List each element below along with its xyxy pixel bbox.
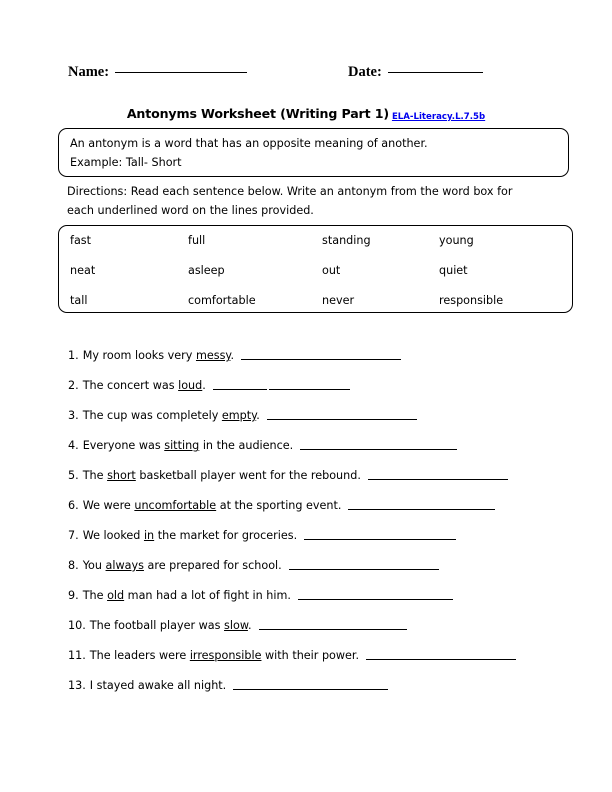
question-number: 13. bbox=[68, 679, 86, 692]
sentence-before: We were bbox=[82, 499, 135, 512]
answer-blank[interactable] bbox=[213, 378, 350, 389]
word-bank-item: quiet bbox=[439, 264, 468, 277]
question-number: 8. bbox=[68, 559, 79, 572]
sentence-after: at the sporting event. bbox=[216, 499, 342, 512]
definition-example: Example: Tall- Short bbox=[70, 156, 182, 169]
name-label: Name: bbox=[68, 64, 110, 80]
sentence-after: are prepared for school. bbox=[143, 559, 282, 572]
underlined-target-word: empty bbox=[221, 409, 257, 422]
word-bank-box bbox=[58, 225, 573, 313]
word-bank-item: fast bbox=[70, 234, 92, 247]
sentence-after: . bbox=[256, 409, 260, 422]
word-bank-grid bbox=[59, 226, 572, 312]
answer-blank[interactable] bbox=[368, 468, 508, 480]
question-number: 3. bbox=[68, 409, 79, 422]
word-bank-item: responsible bbox=[439, 294, 504, 307]
question-sentence bbox=[83, 529, 297, 542]
question-number: 2. bbox=[68, 379, 79, 392]
sentence-after: in the audience. bbox=[199, 439, 294, 452]
word-bank-item: out bbox=[322, 264, 341, 277]
question-number: 5. bbox=[68, 469, 79, 482]
underlined-target-word: always bbox=[105, 559, 144, 572]
answer-blank-segment[interactable] bbox=[213, 378, 267, 390]
question-sentence bbox=[90, 679, 226, 692]
sentence-before: The bbox=[82, 589, 108, 602]
directions-line-1: Directions: Read each sentence below. Write an antonym from the word box for bbox=[67, 185, 513, 198]
date-write-line[interactable] bbox=[388, 72, 483, 73]
worksheet-title: Antonyms Worksheet (Writing Part 1) bbox=[126, 106, 389, 121]
answer-blank[interactable] bbox=[289, 558, 439, 570]
question-item bbox=[68, 499, 578, 529]
question-number: 6. bbox=[68, 499, 79, 512]
question-item bbox=[68, 439, 578, 469]
question-item bbox=[68, 679, 578, 709]
underlined-target-word: uncomfortable bbox=[134, 499, 217, 512]
underlined-target-word: slow bbox=[224, 619, 248, 632]
sentence-after: basketball player went for the rebound. bbox=[135, 469, 361, 482]
answer-blank[interactable] bbox=[348, 498, 495, 510]
definition-box bbox=[58, 128, 569, 177]
sentence-before: The football player was bbox=[89, 619, 225, 632]
word-bank-item: comfortable bbox=[188, 294, 256, 307]
definition-text: An antonym is a word that has an opposite meaning of another. bbox=[70, 137, 428, 150]
answer-blank[interactable] bbox=[298, 588, 453, 600]
question-number: 4. bbox=[68, 439, 79, 452]
sentence-before: Everyone was bbox=[82, 439, 165, 452]
sentence-after: . bbox=[247, 619, 252, 632]
word-bank-item: neat bbox=[70, 264, 96, 277]
question-sentence bbox=[83, 409, 260, 422]
question-item bbox=[68, 619, 578, 649]
answer-blank[interactable] bbox=[259, 618, 407, 630]
underlined-target-word: loud bbox=[178, 379, 203, 392]
question-sentence bbox=[83, 379, 206, 392]
directions bbox=[67, 182, 567, 220]
directions-line-2: each underlined word on the lines provided. bbox=[67, 204, 314, 217]
question-list bbox=[68, 349, 578, 709]
answer-blank[interactable] bbox=[366, 648, 516, 660]
sentence-after: . bbox=[230, 349, 234, 362]
standard-link[interactable]: ELA-Literacy.L.7.5b bbox=[391, 112, 486, 122]
question-item bbox=[68, 529, 578, 559]
date-label: Date: bbox=[348, 64, 382, 80]
sentence-before: My room looks very bbox=[82, 349, 196, 362]
underlined-target-word: sitting bbox=[164, 439, 200, 452]
header-fields bbox=[0, 64, 612, 90]
question-sentence bbox=[83, 499, 342, 512]
sentence-before: You bbox=[82, 559, 106, 572]
word-bank-item: young bbox=[439, 234, 474, 247]
answer-blank[interactable] bbox=[267, 408, 417, 420]
question-number: 11. bbox=[68, 649, 86, 662]
underlined-target-word: old bbox=[107, 589, 125, 602]
question-number: 7. bbox=[68, 529, 79, 542]
question-item bbox=[68, 589, 578, 619]
question-item bbox=[68, 379, 578, 409]
word-bank-item: asleep bbox=[188, 264, 225, 277]
sentence-before: The leaders were bbox=[89, 649, 190, 662]
sentence-after: with their power. bbox=[261, 649, 360, 662]
word-bank-item: full bbox=[188, 234, 206, 247]
word-bank-item: standing bbox=[322, 234, 371, 247]
question-sentence bbox=[90, 649, 359, 662]
underlined-target-word: short bbox=[107, 469, 136, 482]
sentence-before: The bbox=[82, 469, 108, 482]
question-number: 10. bbox=[68, 619, 86, 632]
page-title bbox=[0, 103, 612, 122]
question-sentence bbox=[83, 559, 282, 572]
underlined-target-word: messy bbox=[195, 349, 231, 362]
date-field bbox=[348, 64, 483, 81]
sentence-after: man had a lot of fight in him. bbox=[124, 589, 291, 602]
underlined-target-word: in bbox=[143, 529, 155, 542]
question-item bbox=[68, 469, 578, 499]
question-sentence bbox=[83, 589, 291, 602]
sentence-before: The concert was bbox=[82, 379, 179, 392]
sentence-before: We looked bbox=[82, 529, 144, 542]
sentence-after: the market for groceries. bbox=[154, 529, 298, 542]
sentence-after: . bbox=[202, 379, 206, 392]
word-bank-item: tall bbox=[70, 294, 88, 307]
answer-blank[interactable] bbox=[241, 348, 401, 360]
question-sentence bbox=[83, 439, 294, 452]
question-item bbox=[68, 649, 578, 679]
question-item bbox=[68, 559, 578, 589]
question-item bbox=[68, 349, 578, 379]
name-write-line[interactable] bbox=[115, 72, 247, 73]
question-sentence bbox=[83, 349, 234, 362]
question-number: 9. bbox=[68, 589, 79, 602]
sentence-before: The cup was completely bbox=[82, 409, 222, 422]
answer-blank[interactable] bbox=[233, 678, 388, 690]
question-item bbox=[68, 409, 578, 439]
answer-blank[interactable] bbox=[304, 528, 456, 540]
name-field bbox=[68, 64, 247, 81]
underlined-target-word: irresponsible bbox=[189, 649, 262, 662]
sentence-before: I stayed awake all night. bbox=[89, 679, 227, 692]
question-sentence bbox=[83, 469, 361, 482]
question-sentence bbox=[90, 619, 252, 632]
answer-blank[interactable] bbox=[300, 438, 457, 450]
question-number: 1. bbox=[68, 349, 79, 362]
word-bank-item: never bbox=[322, 294, 355, 307]
answer-blank-segment[interactable] bbox=[269, 378, 350, 390]
